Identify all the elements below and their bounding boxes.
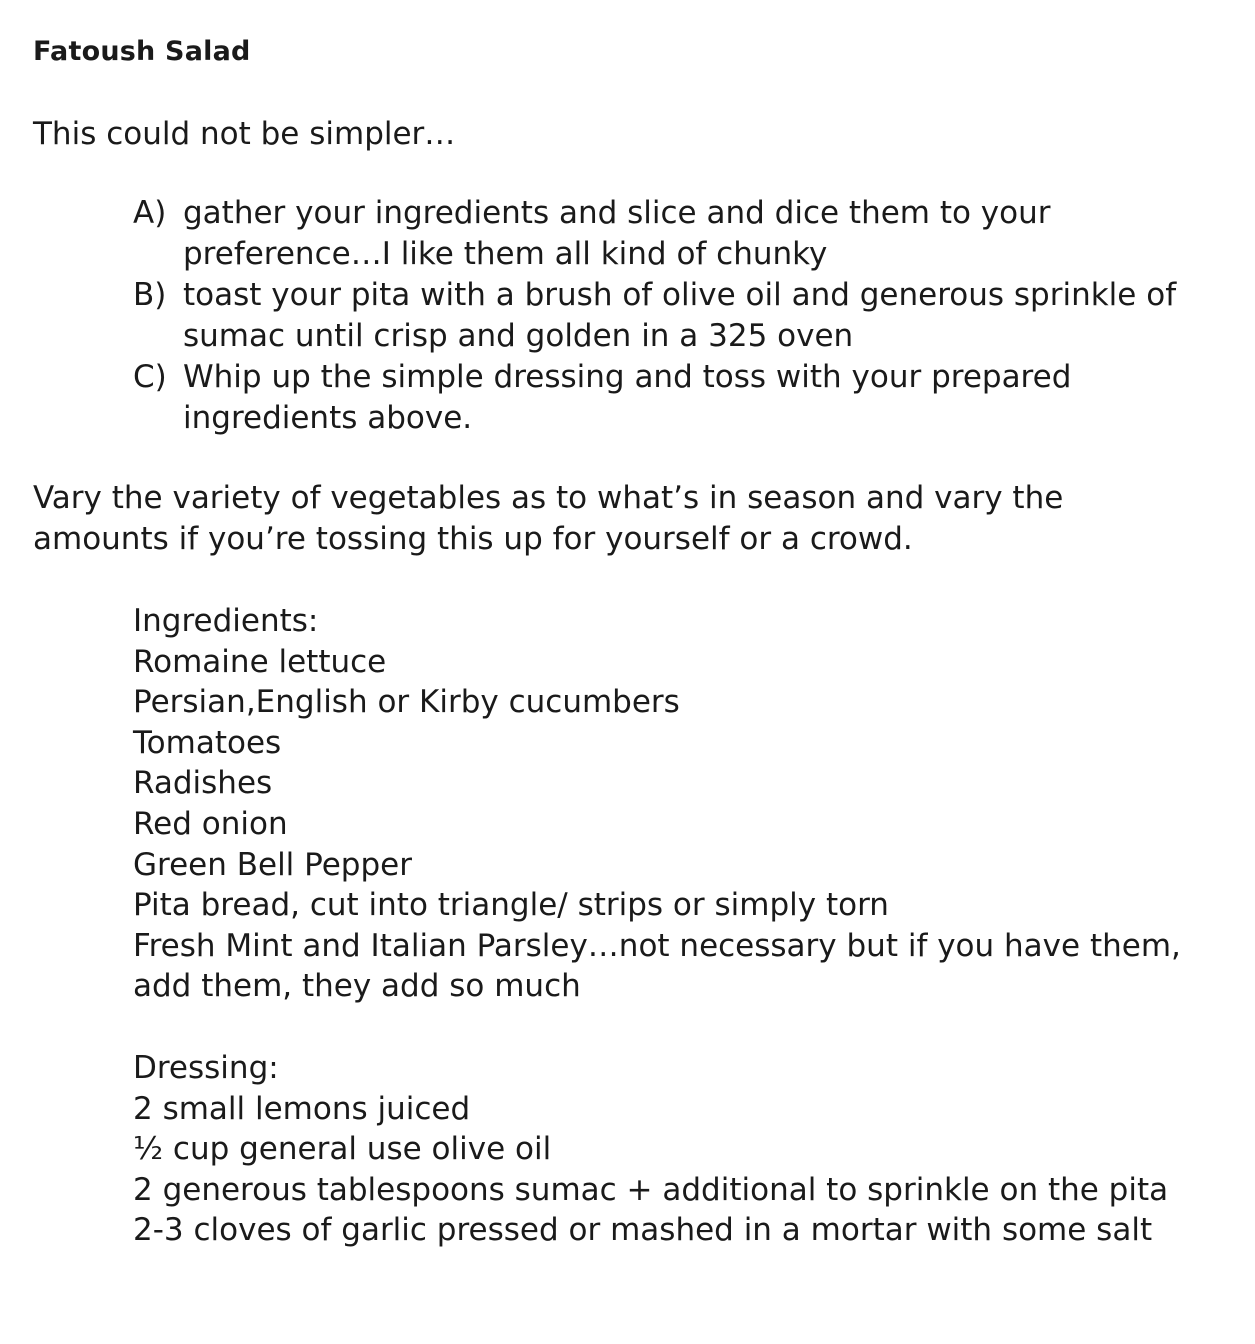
ingredients-heading: Ingredients: [133,603,319,639]
step-item [133,275,1213,357]
dressing-item: ½ cup general use olive oil [133,1131,552,1168]
step-text: toast your pita with a brush of olive oil and generous sprinkle of sumac until crisp and golden in a 325 oven [183,277,1177,354]
recipe-title: Fatoush Salad [33,36,251,67]
ingredient-item: Pita bread, cut into triangle/ strips or simply torn [133,887,889,924]
ingredient-item: Romaine lettuce [133,643,387,680]
step-item [133,357,1213,439]
dressing-item: 2 generous tablespoons sumac + additional to sprinkle on the pita [133,1171,1169,1208]
ingredient-item: Persian,English or Kirby cucumbers [133,684,680,721]
step-text: gather your ingredients and slice and dice them to your preference…I like them all kind of chunky [183,195,1051,272]
step-marker: A) [133,195,167,231]
steps-list [133,193,1213,439]
dressing-item: 2-3 cloves of garlic pressed or mashed in a mortar with some salt [133,1212,1153,1249]
ingredient-item: Red onion [133,805,288,842]
ingredient-item: Green Bell Pepper [133,846,412,883]
ingredients-section [133,601,1233,1007]
ingredient-item: Fresh Mint and Italian Parsley…not necessary but if you have them, add them, they add so much [133,927,1181,1005]
step-text: Whip up the simple dressing and toss with your prepared ingredients above. [183,359,1072,436]
dressing-item: 2 small lemons juiced [133,1090,471,1127]
dressing-heading: Dressing: [133,1050,279,1086]
variation-note: Vary the variety of vegetables as to what’s in season and vary the amounts if you’re tossing this up for yourself or a crowd. [33,480,1064,557]
step-marker: B) [133,277,167,313]
dressing-section [133,1048,1233,1251]
ingredient-item: Radishes [133,765,273,802]
step-marker: C) [133,359,167,395]
ingredient-item: Tomatoes [133,724,282,761]
intro-text: This could not be simpler… [33,116,456,152]
step-item [133,193,1213,275]
